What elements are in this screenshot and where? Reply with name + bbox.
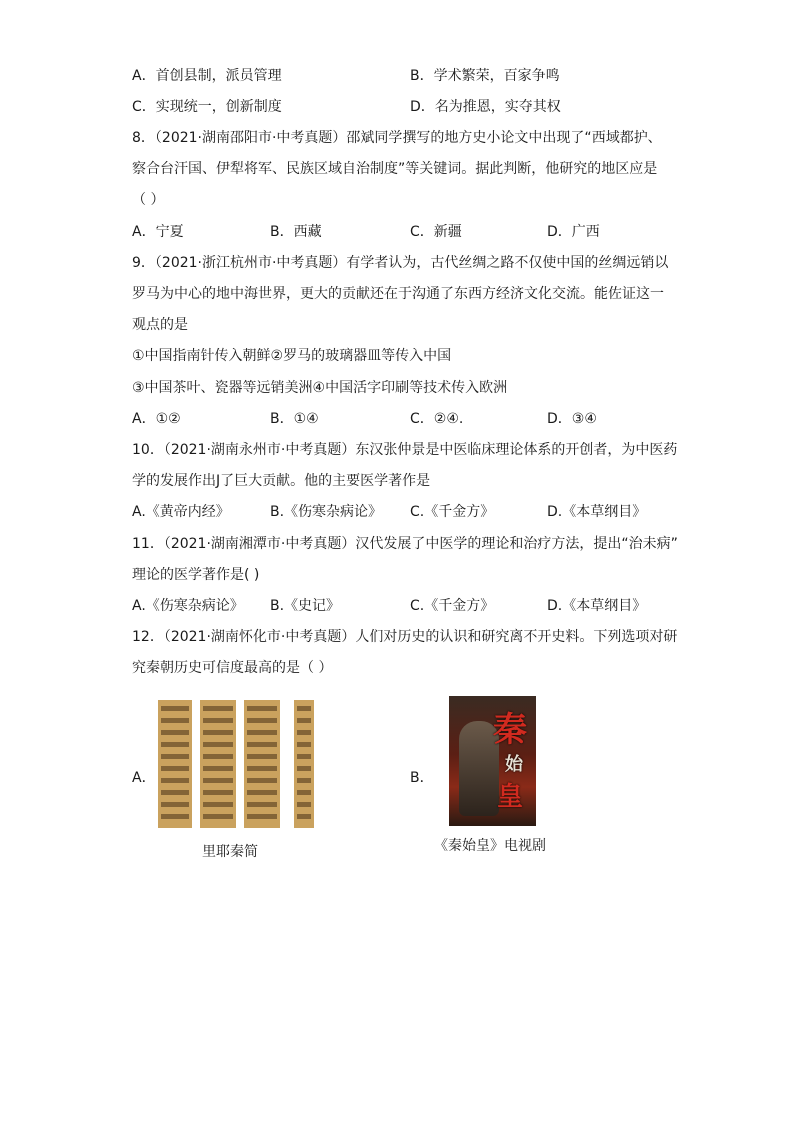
q10-option-a: A.《黄帝内经》 <box>132 504 230 520</box>
q9-stem-line1: 9．（2021·浙江杭州市·中考真题）有学者认为，古代丝绸之路不仅使中国的丝绸远销以 <box>132 255 669 271</box>
q11-stem-line1: 11．（2021·湖南湘潭市·中考真题）汉代发展了中医学的理论和治疗方法，提出“治未病” <box>132 536 678 552</box>
q9-option-c: C．②④. <box>410 411 464 427</box>
q12-stem-line1: 12．（2021·湖南怀化市·中考真题）人们对历史的认识和研究离不开史料。下列选项对研 <box>132 629 678 645</box>
q11-option-b: B.《史记》 <box>270 598 341 614</box>
q9-stem-line3: 观点的是 <box>132 317 188 333</box>
bamboo-slip <box>244 700 280 828</box>
poster-title-glyph: 秦 <box>493 710 527 750</box>
bamboo-slip <box>294 700 314 828</box>
q10-stem-line1: 10．（2021·湖南永州市·中考真题）东汉张仲景是中医临床理论体系的开创者，为中医药 <box>132 442 678 458</box>
q11-option-d: D.《本草纲目》 <box>547 598 647 614</box>
q7-option-b: B．学术繁荣，百家争鸣 <box>410 68 560 84</box>
bamboo-slip <box>200 700 236 828</box>
q8-stem-line1: 8．（2021·湖南邵阳市·中考真题）邵斌同学撰写的地方史小论文中出现了“西域都护、 <box>132 130 662 146</box>
q11-stem-line2: 理论的医学著作是( ) <box>132 567 260 583</box>
poster-title-glyph: 始 <box>505 754 523 775</box>
q10-option-d: D.《本草纲目》 <box>547 504 647 520</box>
q12-stem-line2: 究秦朝历史可信度最高的是（ ） <box>132 660 333 676</box>
q9-option-d: D．③④ <box>547 411 597 427</box>
q11-option-a: A.《伤寒杂病论》 <box>132 598 244 614</box>
q9-statement-2: ③中国茶叶、瓷器等远销美洲④中国活字印刷等技术传入欧洲 <box>132 380 508 396</box>
q10-option-c: C.《千金方》 <box>410 504 495 520</box>
q7-option-c: C．实现统一，创新制度 <box>132 99 282 115</box>
q8-option-a: A．宁夏 <box>132 224 184 240</box>
q9-statement-1: ①中国指南针传入朝鲜②罗马的玻璃器皿等传入中国 <box>132 348 452 364</box>
q9-option-b: B．①④ <box>270 411 319 427</box>
qin-bamboo-slips-image <box>158 700 318 828</box>
poster-title-glyph: 皇 <box>497 782 524 812</box>
q12-option-b-caption: 《秦始皇》电视剧 <box>434 838 546 854</box>
q7-option-a: A．首创县制，派员管理 <box>132 68 282 84</box>
q8-option-d: D．广西 <box>547 224 600 240</box>
bamboo-slip <box>158 700 192 828</box>
q10-option-b: B.《伤寒杂病论》 <box>270 504 383 520</box>
q10-stem-line2: 学的发展作出J了巨大贡献。他的主要医学著作是 <box>132 473 431 489</box>
q7-option-d: D．名为推恩，实夺其权 <box>410 99 561 115</box>
q8-option-b: B．西藏 <box>270 224 322 240</box>
q9-option-a: A．①② <box>132 411 181 427</box>
q12-option-a-caption: 里耶秦简 <box>202 844 258 860</box>
q9-stem-line2: 罗马为中心的地中海世界，更大的贡献还在于沟通了东西方经济文化交流。能佐证这一 <box>132 286 664 302</box>
q11-option-c: C.《千金方》 <box>410 598 495 614</box>
q12-option-b-label: B． <box>410 770 434 786</box>
q8-stem-line2: 察合台汗国、伊犁将军、民族区域自治制度”等关键词。据此判断，他研究的地区应是 <box>132 161 658 177</box>
q8-option-c: C．新疆 <box>410 224 462 240</box>
q8-stem-line3: （ ） <box>132 192 165 208</box>
qin-shihuang-tv-poster-image <box>449 696 536 826</box>
q12-option-a-label: A． <box>132 770 156 786</box>
